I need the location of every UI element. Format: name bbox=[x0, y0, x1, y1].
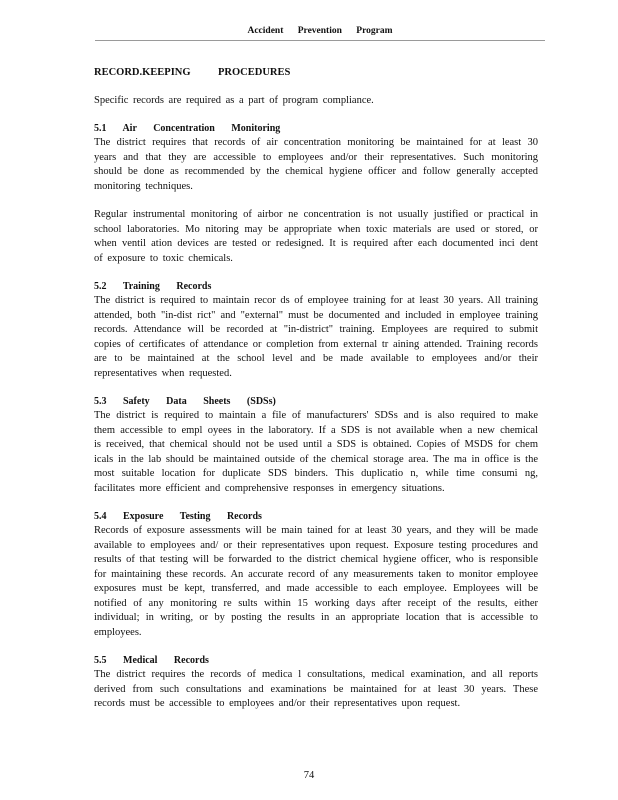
intro-paragraph: Specific records are required as a part of program compliance. bbox=[94, 94, 374, 106]
section-paragraph: Records of exposure assessments will be main tained for at least 30 years, and they will be made available to employees and/ or their representatives upon request. Exposure testing procedures and results of that testing will be forwarded to the district chemical hygiene officer, who is responsible for maintaining these records. An accurate record of any measurements taken to monitor employee exposures must be kept, transferred, and made accessible to each employee. Employees will be notified of any monitoring re sults within 15 working days after receipt of the results, either individual; in writing, or by posting the results in an appropriate location that is accessible to employees. bbox=[94, 525, 538, 638]
page-content bbox=[94, 66, 538, 726]
heading-left: RECORD.KEEPING bbox=[94, 67, 191, 78]
running-header: Accident Prevention Program bbox=[247, 26, 393, 36]
page-number: 74 bbox=[303, 770, 315, 781]
section-title: 5.2 Training Records bbox=[94, 281, 212, 292]
section-paragraph: The district requires that records of air concentration monitoring be maintained for at least 30 years and that they are accessible to employees and/or their representatives. Such monitoring should be done as recommended by the chemical hygiene officer and follow generally accepted monitoring techniques. bbox=[94, 137, 538, 192]
header-rule bbox=[95, 40, 545, 41]
section-exposure-testing-records bbox=[94, 510, 538, 640]
section-medical-records bbox=[94, 654, 538, 712]
page-heading bbox=[94, 66, 538, 81]
section-title: 5.4 Exposure Testing Records bbox=[94, 511, 262, 522]
section-title: 5.3 Safety Data Sheets (SDSs) bbox=[94, 396, 276, 407]
section-paragraph: The district is required to maintain recor ds of employee training for at least 30 years. All training attended, both "in-dist rict" and "external" must be documented and included in employee training records. Attendance will be recorded at "in-district" training. Employees are required to submit copies of certificates of attendance or completion from external tr aining attended. Training records are to be maintained at the school level and be made available to employees and/or their representatives when requested. bbox=[94, 295, 538, 379]
section-paragraph: Regular instrumental monitoring of airbor ne concentration is not usually justified or practical in school laboratories. Mo nitoring may be appropriate when toxic materials are used or stored, or when ventil ation devices are tested or redesigned. It is required after each documented inci dent of exposure to toxic chemicals. bbox=[94, 209, 538, 264]
section-training-records bbox=[94, 280, 538, 381]
section-safety-data-sheets bbox=[94, 395, 538, 496]
heading-right: PROCEDURES bbox=[218, 67, 291, 78]
section-paragraph: The district is required to maintain a file of manufacturers' SDSs and is also required to make them accessible to empl oyees in the laboratory. If a SDS is not available when a new chemical is received, that chemical should not be used until a SDS is obtained. Copies of MSDS for chem icals in the lab should be maintained outside of the chemical storage area. The ma in office is the most suitable location for duplicate SDS binders. This duplicatio n, while time consumi ng, facilitates more efficient and comprehensive responses in emergency situations. bbox=[94, 410, 538, 494]
section-title: 5.5 Medical Records bbox=[94, 655, 209, 666]
section-title: 5.1 Air Concentration Monitoring bbox=[94, 123, 281, 134]
section-air-concentration-monitoring bbox=[94, 122, 538, 266]
section-paragraph: The district requires the records of medica l consultations, medical examination, and all reports derived from such consultations and examinations be maintained for at least 30 years. These records must be accessible to employees and/or their representatives upon request. bbox=[94, 669, 538, 709]
